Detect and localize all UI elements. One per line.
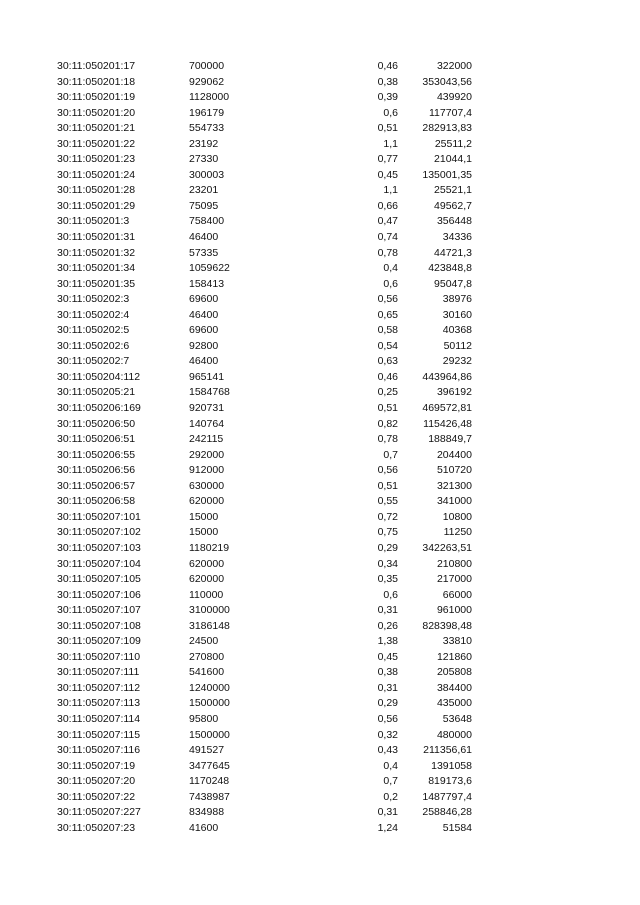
area-value-cell: 912000 [189,464,225,477]
cadastral-number-cell: 30:11:050207:103 [57,541,141,554]
total-value-cell: 480000 [436,728,472,741]
rate-value-cell: 0,46 [377,370,398,383]
rate-value-cell: 0,38 [377,75,398,88]
total-value-cell: 49562,7 [434,199,472,212]
rate-value-cell: 0,58 [377,324,398,337]
table-row [0,712,640,728]
rate-value-cell: 0,78 [377,246,398,259]
table-row [0,401,640,417]
total-value-cell: 258846,28 [422,806,472,819]
rate-value-cell: 0,4 [383,759,398,772]
total-value-cell: 282913,83 [422,122,472,135]
rate-value-cell: 0,75 [377,526,398,539]
cadastral-number-cell: 30:11:050201:19 [57,91,136,104]
area-value-cell: 92800 [189,339,219,352]
total-value-cell: 115426,48 [423,417,472,430]
area-value-cell: 140764 [189,417,225,430]
area-value-cell: 929062 [189,75,225,88]
table-row [0,774,640,790]
rate-value-cell: 1,24 [377,821,398,834]
table-row [0,588,640,604]
spreadsheet-table [0,59,640,836]
total-value-cell: 188849,7 [428,433,472,446]
table-row [0,619,640,635]
rate-value-cell: 0,45 [377,168,398,181]
area-value-cell: 46400 [189,231,219,244]
total-value-cell: 10800 [442,510,472,523]
total-value-cell: 322000 [436,60,472,72]
table-row [0,743,640,759]
total-value-cell: 30160 [442,308,472,321]
total-value-cell: 33810 [442,635,472,648]
rate-value-cell: 0,31 [377,681,398,694]
rate-value-cell: 1,38 [377,635,398,648]
rate-value-cell: 0,31 [377,604,398,617]
cadastral-number-cell: 30:11:050202:6 [57,339,130,352]
table-row [0,323,640,339]
rate-value-cell: 0,66 [377,199,398,212]
cadastral-number-cell: 30:11:050207:102 [57,526,141,539]
cadastral-number-cell: 30:11:050206:50 [57,417,136,430]
table-row [0,308,640,324]
rate-value-cell: 0,26 [377,619,398,632]
area-value-cell: 620000 [189,573,225,586]
area-value-cell: 920731 [189,402,225,415]
table-row [0,59,640,75]
rate-value-cell: 0,38 [377,666,398,679]
area-value-cell: 1128000 [189,91,230,104]
total-value-cell: 50112 [443,339,472,352]
table-row [0,557,640,573]
rate-value-cell: 0,51 [377,402,398,415]
area-value-cell: 7438987 [189,790,230,803]
rate-value-cell: 0,56 [377,293,398,306]
cadastral-number-cell: 30:11:050207:116 [57,744,141,757]
total-value-cell: 25511,2 [434,137,472,150]
rate-value-cell: 0,51 [377,122,398,135]
total-value-cell: 34336 [442,231,472,244]
table-row [0,106,640,122]
rate-value-cell: 0,65 [377,308,398,321]
area-value-cell: 300003 [189,168,225,181]
area-value-cell: 1170248 [189,775,230,788]
table-row [0,214,640,230]
rate-value-cell: 0,29 [377,697,398,710]
area-value-cell: 110000 [189,588,224,601]
area-value-cell: 57335 [189,246,219,259]
cadastral-number-cell: 30:11:050202:3 [57,293,130,306]
total-value-cell: 66000 [442,588,472,601]
total-value-cell: 384400 [436,681,472,694]
area-value-cell: 292000 [189,448,225,461]
total-value-cell: 121860 [436,650,472,663]
cadastral-number-cell: 30:11:050207:111 [57,666,140,679]
table-row [0,728,640,744]
table-row [0,137,640,153]
total-value-cell: 21044,1 [434,153,472,166]
area-value-cell: 158413 [189,277,225,290]
table-row [0,479,640,495]
cadastral-number-cell: 30:11:050201:21 [57,122,136,135]
cadastral-number-cell: 30:11:050201:23 [57,153,136,166]
table-row [0,417,640,433]
area-value-cell: 41600 [189,821,219,834]
area-value-cell: 69600 [189,324,219,337]
area-value-cell: 834988 [189,806,225,819]
area-value-cell: 620000 [189,557,225,570]
rate-value-cell: 0,2 [383,790,398,803]
cadastral-number-cell: 30:11:050207:104 [57,557,141,570]
table-row [0,759,640,775]
table-row [0,75,640,91]
cadastral-number-cell: 30:11:050207:115 [57,728,141,741]
area-value-cell: 24500 [189,635,219,648]
area-value-cell: 69600 [189,293,219,306]
cadastral-number-cell: 30:11:050207:20 [57,775,136,788]
total-value-cell: 53648 [442,712,472,725]
area-value-cell: 95800 [189,712,219,725]
cadastral-number-cell: 30:11:050207:105 [57,573,141,586]
table-row [0,603,640,619]
area-value-cell: 3477645 [189,759,230,772]
cadastral-number-cell: 30:11:050207:106 [57,588,141,601]
cadastral-number-cell: 30:11:050202:5 [57,324,130,337]
cadastral-number-cell: 30:11:050207:109 [57,635,141,648]
area-value-cell: 620000 [189,495,225,508]
total-value-cell: 204400 [436,448,472,461]
rate-value-cell: 0,47 [377,215,398,228]
area-value-cell: 242115 [189,433,224,446]
total-value-cell: 29232 [442,355,472,368]
area-value-cell: 554733 [189,122,225,135]
table-row [0,650,640,666]
cadastral-number-cell: 30:11:050201:18 [57,75,136,88]
table-row [0,339,640,355]
rate-value-cell: 0,32 [377,728,398,741]
cadastral-number-cell: 30:11:050201:3 [57,215,130,228]
rate-value-cell: 0,72 [377,510,398,523]
rate-value-cell: 0,55 [377,495,398,508]
cadastral-number-cell: 30:11:050206:51 [57,433,136,446]
cadastral-number-cell: 30:11:050207:227 [57,806,141,819]
cadastral-number-cell: 30:11:050207:22 [57,790,136,803]
area-value-cell: 1584768 [189,386,230,399]
cadastral-number-cell: 30:11:050201:28 [57,184,136,197]
total-value-cell: 44721,3 [434,246,472,259]
area-value-cell: 541600 [189,666,225,679]
cadastral-number-cell: 30:11:050201:22 [57,137,136,150]
total-value-cell: 469572,81 [422,402,472,415]
total-value-cell: 435000 [436,697,472,710]
cadastral-number-cell: 30:11:050207:113 [57,697,141,710]
rate-value-cell: 0,31 [377,806,398,819]
table-row [0,510,640,526]
rate-value-cell: 0,45 [377,650,398,663]
table-row [0,432,640,448]
table-row [0,292,640,308]
area-value-cell: 23192 [189,137,219,150]
total-value-cell: 217000 [436,573,472,586]
area-value-cell: 23201 [189,184,219,197]
rate-value-cell: 0,35 [377,573,398,586]
rate-value-cell: 0,54 [377,339,398,352]
total-value-cell: 210800 [436,557,472,570]
area-value-cell: 270800 [189,650,225,663]
rate-value-cell: 0,4 [383,262,398,275]
area-value-cell: 491527 [189,744,225,757]
cadastral-number-cell: 30:11:050202:4 [57,308,130,321]
cadastral-number-cell: 30:11:050207:101 [57,510,141,523]
table-row [0,230,640,246]
rate-value-cell: 0,77 [377,153,398,166]
cadastral-number-cell: 30:11:050202:7 [57,355,130,368]
rate-value-cell: 0,7 [383,448,398,461]
cadastral-number-cell: 30:11:050207:110 [57,650,141,663]
table-row [0,696,640,712]
cadastral-number-cell: 30:11:050207:107 [57,604,141,617]
total-value-cell: 135001,35 [422,168,472,181]
cadastral-number-cell: 30:11:050201:20 [57,106,136,119]
table-row [0,168,640,184]
area-value-cell: 1240000 [189,681,230,694]
rate-value-cell: 0,6 [383,106,398,119]
total-value-cell: 961000 [436,604,472,617]
area-value-cell: 1500000 [189,697,230,710]
table-row [0,572,640,588]
cadastral-number-cell: 30:11:050206:58 [57,495,136,508]
rate-value-cell: 0,46 [377,60,398,72]
area-value-cell: 27330 [189,153,219,166]
table-row [0,354,640,370]
area-value-cell: 630000 [189,479,225,492]
area-value-cell: 15000 [189,510,219,523]
table-row [0,370,640,386]
total-value-cell: 11250 [443,526,472,539]
total-value-cell: 356448 [436,215,472,228]
table-row [0,385,640,401]
table-row [0,681,640,697]
cadastral-number-cell: 30:11:050205:21 [57,386,136,399]
total-value-cell: 25521,1 [434,184,472,197]
table-row [0,199,640,215]
rate-value-cell: 0,43 [377,744,398,757]
cadastral-number-cell: 30:11:050201:17 [57,60,136,72]
rate-value-cell: 0,82 [377,417,398,430]
total-value-cell: 1487797,4 [422,790,472,803]
table-row [0,790,640,806]
total-value-cell: 117707,4 [428,106,472,119]
rate-value-cell: 0,78 [377,433,398,446]
area-value-cell: 15000 [189,526,219,539]
cadastral-number-cell: 30:11:050207:114 [57,712,141,725]
total-value-cell: 321300 [436,479,472,492]
total-value-cell: 819173,6 [428,775,472,788]
table-row [0,121,640,137]
area-value-cell: 3100000 [189,604,230,617]
cadastral-number-cell: 30:11:050207:19 [57,759,136,772]
area-value-cell: 1500000 [189,728,230,741]
area-value-cell: 46400 [189,308,219,321]
total-value-cell: 40368 [442,324,472,337]
area-value-cell: 758400 [189,215,225,228]
rate-value-cell: 0,39 [377,91,398,104]
total-value-cell: 353043,56 [422,75,472,88]
total-value-cell: 341000 [436,495,472,508]
cadastral-number-cell: 30:11:050204:112 [57,370,141,383]
cadastral-number-cell: 30:11:050207:23 [57,821,136,834]
rate-value-cell: 0,56 [377,464,398,477]
table-row [0,463,640,479]
total-value-cell: 342263,51 [422,541,472,554]
total-value-cell: 95047,8 [434,277,472,290]
total-value-cell: 38976 [442,293,472,306]
table-row [0,634,640,650]
rate-value-cell: 0,7 [383,775,398,788]
rate-value-cell: 0,56 [377,712,398,725]
rate-value-cell: 0,25 [377,386,398,399]
rate-value-cell: 0,6 [383,588,398,601]
area-value-cell: 1059622 [189,262,230,275]
cadastral-number-cell: 30:11:050207:112 [57,681,141,694]
area-value-cell: 46400 [189,355,219,368]
total-value-cell: 396192 [436,386,472,399]
area-value-cell: 196179 [189,106,225,119]
table-row [0,494,640,510]
area-value-cell: 3186148 [189,619,230,632]
total-value-cell: 51584 [442,821,472,834]
cadastral-number-cell: 30:11:050201:35 [57,277,136,290]
cadastral-number-cell: 30:11:050201:24 [57,168,136,181]
cadastral-number-cell: 30:11:050207:108 [57,619,141,632]
cadastral-number-cell: 30:11:050206:55 [57,448,136,461]
area-value-cell: 1180219 [189,541,230,554]
cadastral-number-cell: 30:11:050201:31 [57,231,136,244]
rate-value-cell: 0,29 [377,541,398,554]
rate-value-cell: 0,74 [377,231,398,244]
table-row [0,821,640,837]
table-row [0,805,640,821]
total-value-cell: 211356,61 [423,744,472,757]
area-value-cell: 700000 [189,60,225,72]
table-row [0,277,640,293]
area-value-cell: 75095 [189,199,219,212]
cadastral-number-cell: 30:11:050201:29 [57,199,136,212]
table-row [0,261,640,277]
total-value-cell: 423848,8 [428,262,472,275]
table-row [0,525,640,541]
total-value-cell: 205808 [436,666,472,679]
rate-value-cell: 0,34 [377,557,398,570]
cadastral-number-cell: 30:11:050206:57 [57,479,136,492]
table-row [0,541,640,557]
table-row [0,665,640,681]
rate-value-cell: 1,1 [383,184,398,197]
table-row [0,246,640,262]
area-value-cell: 965141 [189,370,225,383]
table-row [0,152,640,168]
table-row [0,183,640,199]
cadastral-number-cell: 30:11:050206:56 [57,464,136,477]
cadastral-number-cell: 30:11:050206:169 [57,402,141,415]
total-value-cell: 510720 [436,464,472,477]
table-row [0,448,640,464]
cadastral-number-cell: 30:11:050201:34 [57,262,136,275]
rate-value-cell: 1,1 [383,137,398,150]
cadastral-number-cell: 30:11:050201:32 [57,246,136,259]
rate-value-cell: 0,6 [383,277,398,290]
total-value-cell: 439920 [436,91,472,104]
table-row [0,90,640,106]
total-value-cell: 1391058 [431,759,472,772]
rate-value-cell: 0,51 [377,479,398,492]
rate-value-cell: 0,63 [377,355,398,368]
total-value-cell: 443964,86 [422,370,472,383]
total-value-cell: 828398,48 [422,619,472,632]
